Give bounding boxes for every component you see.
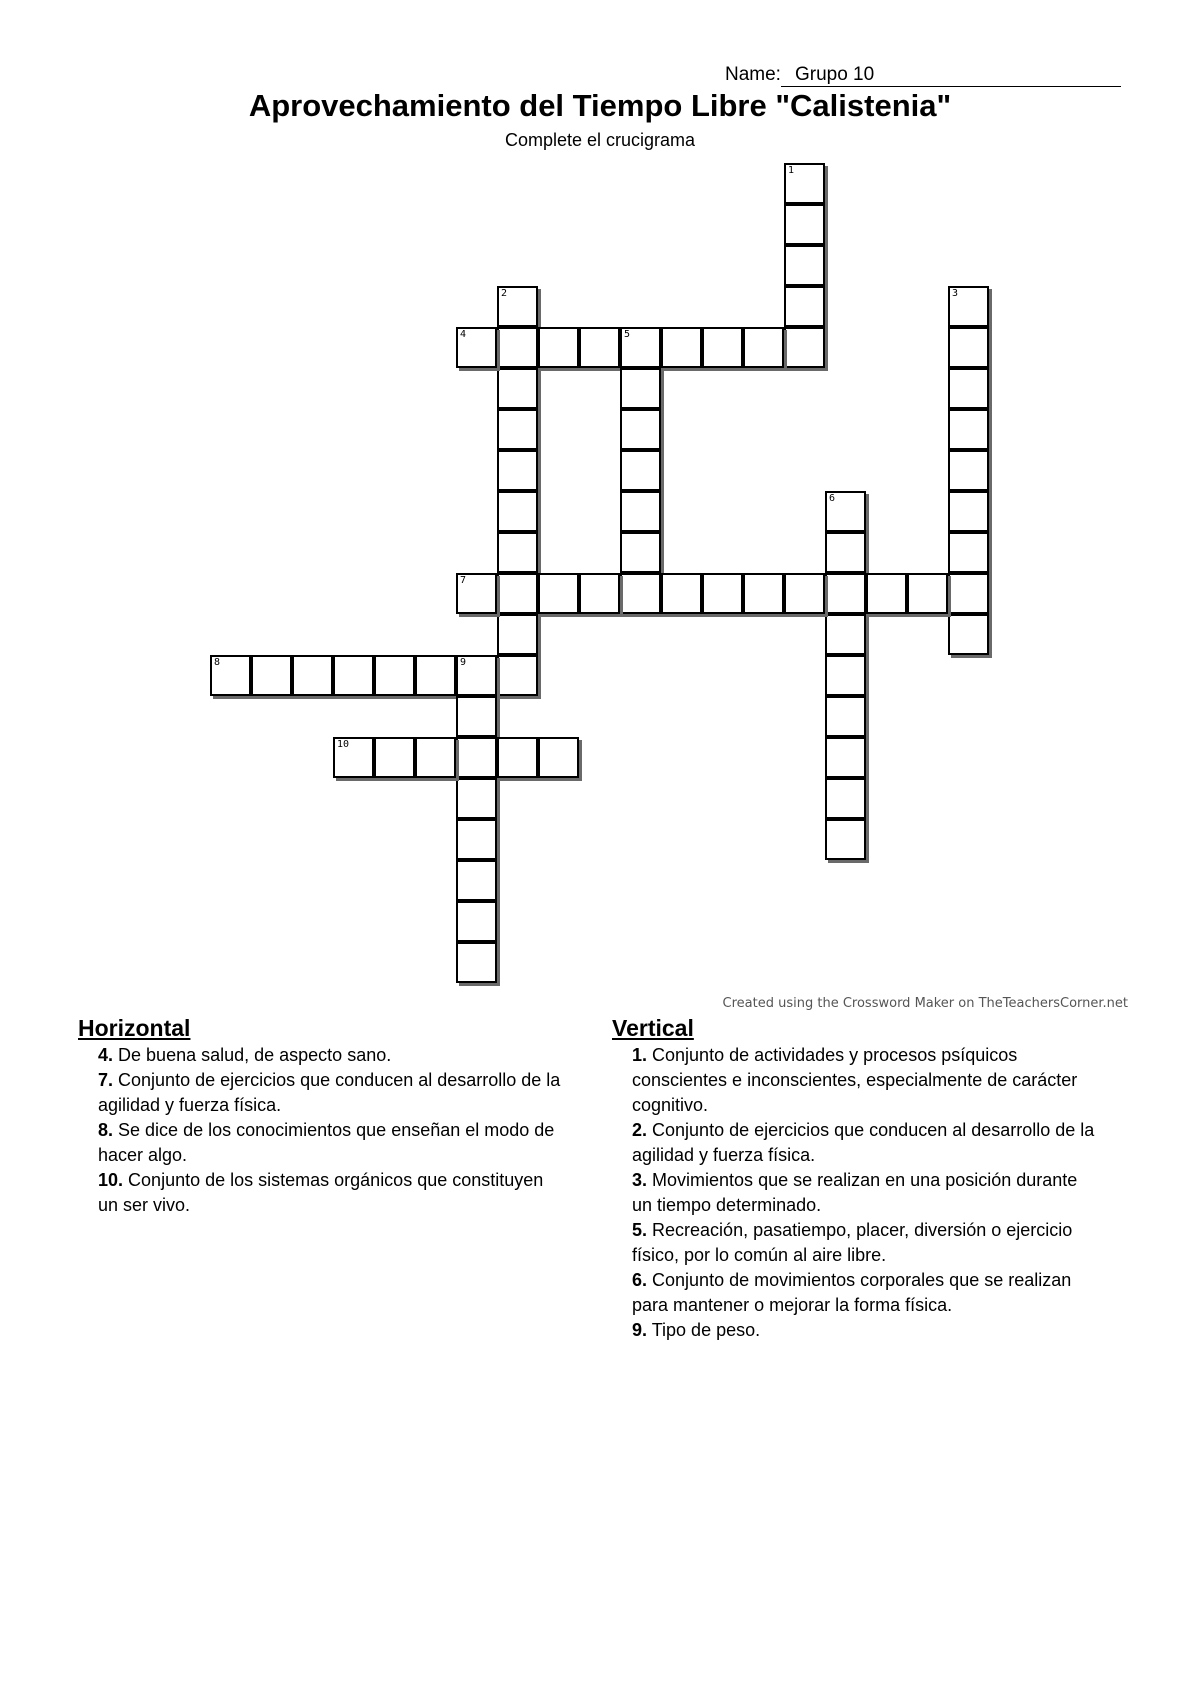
clue-item-text: Tipo de peso. <box>651 1320 761 1340</box>
crossword-cell[interactable] <box>948 614 989 655</box>
crossword-cell[interactable] <box>825 696 866 737</box>
crossword-cell[interactable] <box>620 573 661 614</box>
crossword-cell[interactable] <box>497 327 538 368</box>
clue-item <box>612 1168 1102 1218</box>
crossword-cell[interactable] <box>456 655 497 696</box>
crossword-cell[interactable] <box>456 819 497 860</box>
clue-number: 7 <box>460 575 467 586</box>
crossword-cell[interactable] <box>661 573 702 614</box>
down-heading: Vertical <box>612 1015 694 1041</box>
name-field[interactable]: Grupo 10 <box>781 64 1121 87</box>
crossword-cell[interactable] <box>497 655 538 696</box>
across-clues <box>78 1016 568 1218</box>
clue-item-text: Conjunto de actividades y procesos psíquicos conscientes e inconscientes, especialmente de carácter cognitivo. <box>632 1045 1078 1115</box>
clue-item-number: 7. <box>98 1070 114 1090</box>
crossword-cell[interactable] <box>620 409 661 450</box>
crossword-cell[interactable] <box>661 327 702 368</box>
crossword-cell[interactable] <box>743 573 784 614</box>
clue-item-number: 5. <box>632 1220 648 1240</box>
down-clues <box>612 1016 1102 1343</box>
clue-item-number: 6. <box>632 1270 648 1290</box>
crossword-cell[interactable] <box>456 901 497 942</box>
crossword-cell[interactable] <box>948 491 989 532</box>
crossword-cell[interactable] <box>374 737 415 778</box>
crossword-cell[interactable] <box>784 573 825 614</box>
crossword-cell[interactable] <box>456 737 497 778</box>
crossword-cell[interactable] <box>456 327 497 368</box>
crossword-cell[interactable] <box>948 573 989 614</box>
crossword-cell[interactable] <box>251 655 292 696</box>
clue-item-number: 4. <box>98 1045 114 1065</box>
crossword-cell[interactable] <box>784 286 825 327</box>
clue-number: 9 <box>460 657 467 668</box>
crossword-cell[interactable] <box>620 368 661 409</box>
credit-line: Created using the Crossword Maker on TheTeachersCorner.net <box>722 996 1128 1011</box>
crossword-cell[interactable] <box>743 327 784 368</box>
clue-number: 10 <box>337 739 350 750</box>
crossword-cell[interactable] <box>702 327 743 368</box>
crossword-cell[interactable] <box>456 573 497 614</box>
clue-item-number: 1. <box>632 1045 648 1065</box>
clue-item-text: Recreación, pasatiempo, placer, diversión o ejercicio físico, por lo común al aire libre. <box>632 1220 1073 1265</box>
clue-item-text: Movimientos que se realizan en una posición durante un tiempo determinado. <box>632 1170 1078 1215</box>
crossword-cell[interactable] <box>825 491 866 532</box>
page-subtitle: Complete el crucigrama <box>504 130 696 150</box>
crossword-cell[interactable] <box>784 204 825 245</box>
clue-item-number: 8. <box>98 1120 114 1140</box>
clue-item <box>78 1068 568 1118</box>
crossword-cell[interactable] <box>948 409 989 450</box>
name-label: Name: <box>725 64 781 85</box>
crossword-cell[interactable] <box>456 778 497 819</box>
crossword-cell[interactable] <box>497 450 538 491</box>
crossword-cell[interactable] <box>825 614 866 655</box>
clue-item <box>612 1043 1102 1118</box>
clue-item-text: Conjunto de movimientos corporales que se realizan para mantener o mejorar la forma física. <box>632 1270 1072 1315</box>
crossword-cell[interactable] <box>948 327 989 368</box>
crossword-cell[interactable] <box>497 368 538 409</box>
clue-number: 4 <box>460 329 467 340</box>
crossword-cell[interactable] <box>825 532 866 573</box>
clue-item-number: 10. <box>98 1170 124 1190</box>
across-clue-list <box>78 1043 568 1218</box>
crossword-cell[interactable] <box>579 327 620 368</box>
crossword-cell[interactable] <box>620 327 661 368</box>
crossword-cell[interactable] <box>784 163 825 204</box>
crossword-cell[interactable] <box>415 737 456 778</box>
clue-item-text: Se dice de los conocimientos que enseñan el modo de hacer algo. <box>98 1120 555 1165</box>
clue-number: 3 <box>952 288 959 299</box>
clue-item <box>612 1118 1102 1168</box>
crossword-cell[interactable] <box>538 737 579 778</box>
clue-number: 2 <box>501 288 508 299</box>
clue-item <box>78 1043 568 1068</box>
crossword-cell[interactable] <box>333 655 374 696</box>
crossword-cell[interactable] <box>210 655 251 696</box>
clue-item <box>612 1268 1102 1318</box>
crossword-cell[interactable] <box>702 573 743 614</box>
crossword-cell[interactable] <box>620 532 661 573</box>
crossword-cell[interactable] <box>497 573 538 614</box>
crossword-cell[interactable] <box>497 614 538 655</box>
clue-item <box>612 1318 1102 1343</box>
clue-item <box>78 1168 568 1218</box>
crossword-cell[interactable] <box>497 286 538 327</box>
crossword-cell[interactable] <box>538 573 579 614</box>
across-heading: Horizontal <box>78 1015 191 1041</box>
crossword-cell[interactable] <box>538 327 579 368</box>
clue-number: 8 <box>214 657 221 668</box>
clue-item-text: Conjunto de ejercicios que conducen al desarrollo de la agilidad y fuerza física. <box>98 1070 561 1115</box>
crossword-cell[interactable] <box>948 532 989 573</box>
crossword-cell[interactable] <box>825 778 866 819</box>
clue-item <box>78 1118 568 1168</box>
crossword-cell[interactable] <box>784 327 825 368</box>
crossword-cell[interactable] <box>825 655 866 696</box>
crossword-cell[interactable] <box>497 737 538 778</box>
clue-number: 5 <box>624 329 631 340</box>
clue-item-text: Conjunto de ejercicios que conducen al desarrollo de la agilidad y fuerza física. <box>632 1120 1095 1165</box>
crossword-cell[interactable] <box>333 737 374 778</box>
clue-item-number: 3. <box>632 1170 648 1190</box>
crossword-cell[interactable] <box>456 860 497 901</box>
crossword-cell[interactable] <box>374 655 415 696</box>
clue-item-text: Conjunto de los sistemas orgánicos que constituyen un ser vivo. <box>98 1170 544 1215</box>
crossword-cell[interactable] <box>456 942 497 983</box>
crossword-cell[interactable] <box>497 491 538 532</box>
crossword-cell[interactable] <box>497 409 538 450</box>
crossword-cell[interactable] <box>825 573 866 614</box>
crossword-cell[interactable] <box>415 655 456 696</box>
clue-item <box>612 1218 1102 1268</box>
crossword-cell[interactable] <box>579 573 620 614</box>
crossword-cell[interactable] <box>620 491 661 532</box>
crossword-cell[interactable] <box>825 819 866 860</box>
crossword-cell[interactable] <box>784 245 825 286</box>
clue-number: 6 <box>829 493 836 504</box>
crossword-cell[interactable] <box>907 573 948 614</box>
clue-item-text: De buena salud, de aspecto sano. <box>118 1045 392 1065</box>
crossword-cell[interactable] <box>866 573 907 614</box>
crossword-cell[interactable] <box>620 450 661 491</box>
crossword-cell[interactable] <box>456 696 497 737</box>
crossword-cell[interactable] <box>948 368 989 409</box>
clue-item-number: 9. <box>632 1320 648 1340</box>
clue-number: 1 <box>788 165 795 176</box>
crossword-cell[interactable] <box>948 450 989 491</box>
page-title: Aprovechamiento del Tiempo Libre "Calistenia" <box>248 88 952 123</box>
crossword-cell[interactable] <box>825 737 866 778</box>
crossword-cell[interactable] <box>292 655 333 696</box>
clue-item-number: 2. <box>632 1120 648 1140</box>
down-clue-list <box>612 1043 1102 1343</box>
crossword-cell[interactable] <box>497 532 538 573</box>
crossword-cell[interactable] <box>948 286 989 327</box>
